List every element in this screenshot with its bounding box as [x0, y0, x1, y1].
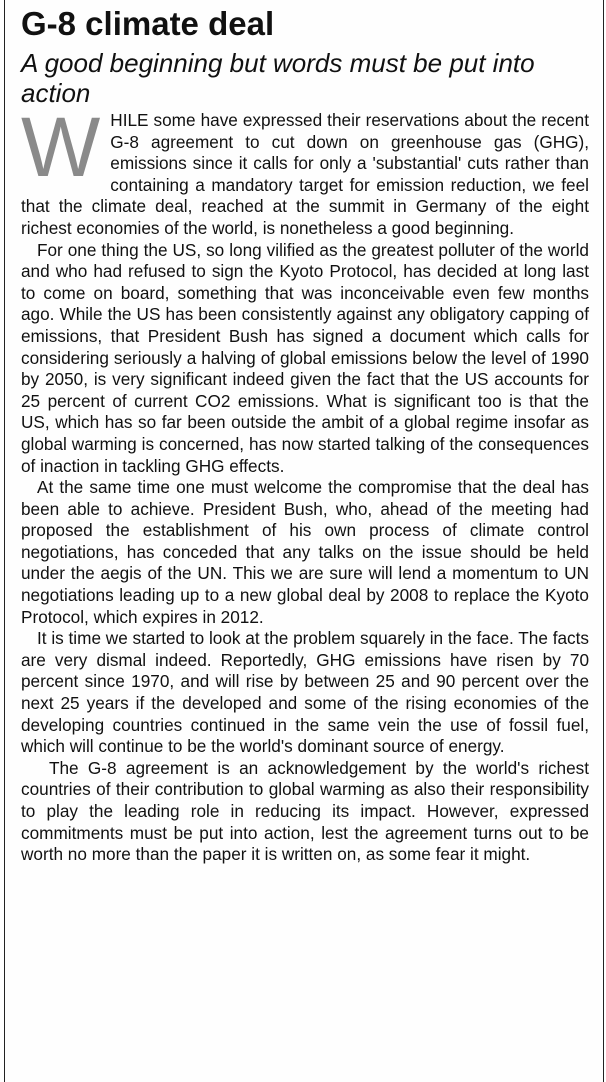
paragraph-3: At the same time one must welcome the compromise that the deal has been able to achieve. President Bush, who, ahead of the meeting had proposed the establishment of his own process of climate control negotiations, has conceded that any talks on the issue should be held under the aegis of the UN. This we are sure will lend a momentum to UN negotiations leading up to a new global deal by 2008 to replace the Kyoto Protocol, which expires in 2012.: [21, 477, 589, 627]
editorial-article: [5, 4, 603, 866]
headline: G-8 climate deal: [21, 5, 275, 42]
article-body: [21, 100, 589, 866]
newspaper-clipping: [4, 0, 604, 1082]
paragraph-1-text: HILE some have expressed their reservations about the recent G-8 agreement to cut down on greenhouse gas (GHG), emissions since it calls for only a 'substantial' cuts rather than containing a mandatory target for emission reduction, we feel that the climate deal, reached at the summit in Germany of the eight richest economies of the world, is nonetheless a good beginning.: [21, 110, 589, 238]
subheadline: A good beginning but words must be put into action: [21, 48, 535, 108]
paragraph-4: It is time we started to look at the problem squarely in the face. The facts are very dismal indeed. Reportedly, GHG emissions have risen by 70 percent since 1970, and will rise by between 25 and 90 percent over the next 25 years if the developed and some of the rising economies of the developing countries continued in the same vein the use of fossil fuel, which will continue to be the world's dominant source of energy.: [21, 628, 589, 757]
paragraph-5: The G-8 agreement is an acknowledgement by the world's richest countries of their contribution to global warming as also their responsibility to play the leading role in reducing its impact. However, expressed commitments must be put into action, lest the agreement turns out to be worth no more than the paper it is written on, as some fear it might.: [21, 757, 589, 865]
paragraph-2: For one thing the US, so long vilified as the greatest polluter of the world and who had refused to sign the Kyoto Protocol, has decided at long last to come on board, something that was inconceivable even few months ago. While the US has been consistently against any obligatory capping of emissions, that President Bush has signed a document which calls for considering seriously a halving of global emissions below the level of 1990 by 2050, is very significant indeed given the fact that the US accounts for 25 percent of current CO2 emissions. What is significant too is that the US, which has so far been outside the ambit of a global regime insofar as global warming is concerned, has now started talking of the consequences of inaction in tackling GHG effects.: [21, 239, 589, 476]
drop-cap: W: [21, 100, 101, 194]
paragraph-1: [21, 100, 589, 240]
